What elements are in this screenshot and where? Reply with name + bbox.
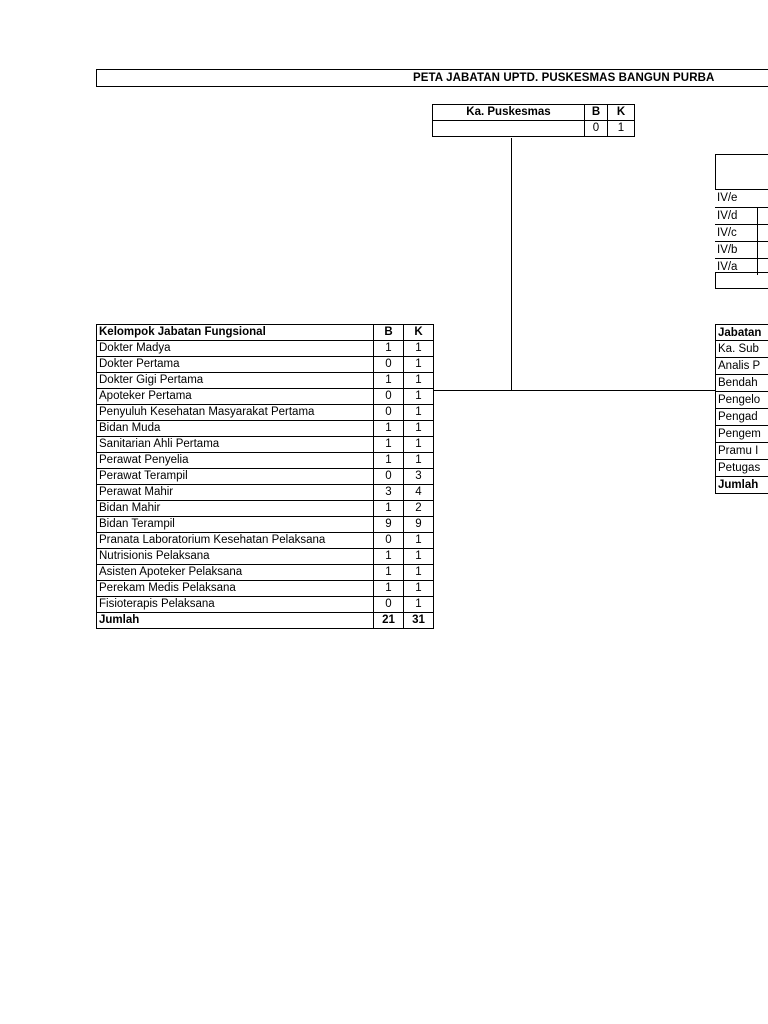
jabatan-b: 3 bbox=[374, 485, 404, 501]
jabatan-k: 1 bbox=[404, 341, 434, 357]
kepala-k-value: 1 bbox=[608, 121, 635, 137]
kepala-puskesmas-table bbox=[432, 104, 635, 137]
golongan-row bbox=[715, 207, 768, 224]
golongan-footer-box bbox=[715, 272, 768, 289]
jabatan-b: 0 bbox=[374, 357, 404, 373]
table-row bbox=[97, 533, 434, 549]
table-row bbox=[97, 581, 434, 597]
fungsional-header: Kelompok Jabatan Fungsional bbox=[97, 325, 374, 341]
table-row bbox=[97, 549, 434, 565]
jabatan-name: Perekam Medis Pelaksana bbox=[97, 581, 374, 597]
golongan-label: IV/e bbox=[717, 192, 738, 204]
jabatan-b: 1 bbox=[374, 437, 404, 453]
table-row bbox=[97, 485, 434, 501]
struktural-total-label: Jumlah bbox=[716, 477, 768, 494]
fungsional-total-label: Jumlah bbox=[97, 613, 374, 629]
golongan-row bbox=[715, 190, 768, 207]
jabatan-name: Dokter Madya bbox=[97, 341, 374, 357]
jabatan-b: 9 bbox=[374, 517, 404, 533]
golongan-row bbox=[715, 224, 768, 241]
jabatan-k: 1 bbox=[404, 453, 434, 469]
jabatan-name: Apoteker Pertama bbox=[97, 389, 374, 405]
struktural-row: Pengelo bbox=[716, 392, 768, 409]
connector-vertical-line bbox=[511, 138, 512, 390]
jabatan-name: Bidan Terampil bbox=[97, 517, 374, 533]
fungsional-b-header: B bbox=[374, 325, 404, 341]
jabatan-k: 1 bbox=[404, 549, 434, 565]
fungsional-total-b: 21 bbox=[374, 613, 404, 629]
struktural-row: Analis P bbox=[716, 358, 768, 375]
kepala-b-value: 0 bbox=[585, 121, 608, 137]
golongan-divider bbox=[757, 242, 758, 258]
jabatan-name: Nutrisionis Pelaksana bbox=[97, 549, 374, 565]
struktural-table bbox=[715, 324, 768, 494]
connector-horizontal-line bbox=[434, 390, 716, 391]
struktural-row: Ka. Sub bbox=[716, 341, 768, 358]
jabatan-name: Perawat Terampil bbox=[97, 469, 374, 485]
jabatan-k: 9 bbox=[404, 517, 434, 533]
golongan-header-box bbox=[715, 154, 768, 190]
golongan-label: IV/a bbox=[717, 261, 738, 273]
jabatan-name: Penyuluh Kesehatan Masyarakat Pertama bbox=[97, 405, 374, 421]
jabatan-name: Perawat Mahir bbox=[97, 485, 374, 501]
jabatan-name: Perawat Penyelia bbox=[97, 453, 374, 469]
kepala-label: Ka. Puskesmas bbox=[433, 105, 585, 121]
table-row bbox=[97, 357, 434, 373]
jabatan-name: Bidan Mahir bbox=[97, 501, 374, 517]
kepala-empty-cell bbox=[433, 121, 585, 137]
struktural-row: Pramu I bbox=[716, 443, 768, 460]
struktural-row: Pengad bbox=[716, 409, 768, 426]
table-row bbox=[97, 501, 434, 517]
golongan-label: IV/b bbox=[717, 244, 738, 256]
jabatan-k: 4 bbox=[404, 485, 434, 501]
jabatan-b: 1 bbox=[374, 565, 404, 581]
fungsional-header-row bbox=[97, 325, 434, 341]
kepala-header-row bbox=[433, 105, 635, 121]
jabatan-b: 1 bbox=[374, 549, 404, 565]
jabatan-name: Dokter Gigi Pertama bbox=[97, 373, 374, 389]
table-row bbox=[97, 373, 434, 389]
table-row bbox=[97, 597, 434, 613]
jabatan-b: 1 bbox=[374, 501, 404, 517]
jabatan-name: Dokter Pertama bbox=[97, 357, 374, 373]
jabatan-k: 2 bbox=[404, 501, 434, 517]
struktural-row: Bendah bbox=[716, 375, 768, 392]
jabatan-k: 1 bbox=[404, 389, 434, 405]
table-row bbox=[97, 421, 434, 437]
jabatan-b: 0 bbox=[374, 389, 404, 405]
table-row bbox=[97, 405, 434, 421]
title-banner bbox=[96, 69, 768, 87]
jabatan-k: 1 bbox=[404, 533, 434, 549]
jabatan-name: Bidan Muda bbox=[97, 421, 374, 437]
fungsional-total-k: 31 bbox=[404, 613, 434, 629]
fungsional-table bbox=[96, 324, 434, 629]
jabatan-k: 1 bbox=[404, 405, 434, 421]
golongan-divider bbox=[757, 208, 758, 224]
jabatan-k: 1 bbox=[404, 421, 434, 437]
jabatan-b: 1 bbox=[374, 453, 404, 469]
jabatan-k: 1 bbox=[404, 437, 434, 453]
fungsional-total-row bbox=[97, 613, 434, 629]
golongan-row bbox=[715, 241, 768, 258]
jabatan-name: Sanitarian Ahli Pertama bbox=[97, 437, 374, 453]
table-row bbox=[97, 517, 434, 533]
jabatan-name: Fisioterapis Pelaksana bbox=[97, 597, 374, 613]
jabatan-b: 0 bbox=[374, 469, 404, 485]
golongan-label: IV/c bbox=[717, 227, 737, 239]
kepala-b-header: B bbox=[585, 105, 608, 121]
golongan-list bbox=[715, 190, 768, 275]
table-row bbox=[97, 437, 434, 453]
jabatan-name: Pranata Laboratorium Kesehatan Pelaksana bbox=[97, 533, 374, 549]
golongan-divider bbox=[757, 225, 758, 241]
jabatan-k: 1 bbox=[404, 565, 434, 581]
golongan-label: IV/d bbox=[717, 210, 738, 222]
jabatan-k: 1 bbox=[404, 373, 434, 389]
table-row bbox=[97, 389, 434, 405]
table-row bbox=[97, 565, 434, 581]
fungsional-k-header: K bbox=[404, 325, 434, 341]
jabatan-b: 0 bbox=[374, 597, 404, 613]
jabatan-b: 1 bbox=[374, 341, 404, 357]
jabatan-b: 1 bbox=[374, 373, 404, 389]
struktural-header: Jabatan bbox=[716, 324, 768, 341]
jabatan-b: 0 bbox=[374, 405, 404, 421]
table-row bbox=[97, 453, 434, 469]
jabatan-b: 1 bbox=[374, 421, 404, 437]
jabatan-b: 0 bbox=[374, 533, 404, 549]
jabatan-k: 3 bbox=[404, 469, 434, 485]
jabatan-k: 1 bbox=[404, 581, 434, 597]
jabatan-name: Asisten Apoteker Pelaksana bbox=[97, 565, 374, 581]
kepala-k-header: K bbox=[608, 105, 635, 121]
jabatan-b: 1 bbox=[374, 581, 404, 597]
table-row bbox=[97, 341, 434, 357]
jabatan-k: 1 bbox=[404, 357, 434, 373]
page-title: PETA JABATAN UPTD. PUSKESMAS BANGUN PURBA bbox=[413, 72, 715, 84]
jabatan-k: 1 bbox=[404, 597, 434, 613]
struktural-row: Pengem bbox=[716, 426, 768, 443]
table-row bbox=[97, 469, 434, 485]
kepala-value-row bbox=[433, 121, 635, 137]
struktural-row: Petugas bbox=[716, 460, 768, 477]
